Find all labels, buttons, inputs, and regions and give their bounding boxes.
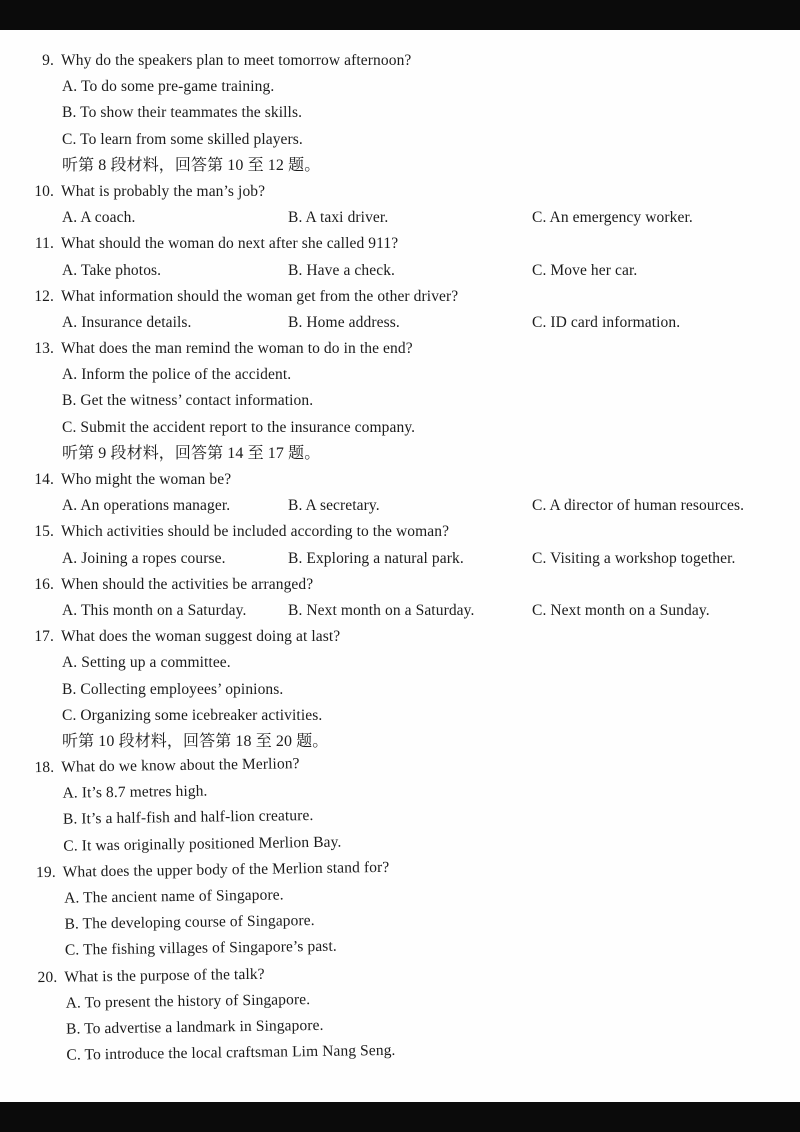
question-text: What does the man remind the woman to do in the end? xyxy=(61,340,413,358)
question-text: Why do the speakers plan to meet tomorrow afternoon? xyxy=(61,52,412,69)
option-line: A. To present the history of Singapore. xyxy=(65,990,311,1012)
question-number: 17. xyxy=(34,628,54,646)
options-row xyxy=(33,598,776,624)
question-line xyxy=(33,231,776,257)
exam-listening-questions xyxy=(0,30,800,1102)
option-line: C. It was originally positioned Merlion Bay. xyxy=(63,833,342,855)
option-line: A. The ancient name of Singapore. xyxy=(63,886,284,907)
question-number: 12. xyxy=(34,287,54,305)
option-cell: C. Visiting a workshop together. xyxy=(532,549,736,567)
question-text: What does the woman suggest doing at last? xyxy=(61,628,341,646)
option-cell: B. A secretary. xyxy=(288,497,380,515)
question-number: 15. xyxy=(34,523,54,541)
option-cell: A. An operations manager. xyxy=(62,497,231,515)
question-line xyxy=(33,284,776,310)
section-heading: 听第 9 段材料，回答第 14 至 17 题。 xyxy=(62,444,321,462)
option-cell: C. A director of human resources. xyxy=(532,497,745,515)
option-line: A. Setting up a committee. xyxy=(62,654,231,672)
option-line: C. Organizing some icebreaker activities. xyxy=(62,706,323,724)
question-line xyxy=(33,336,776,362)
section-heading: 听第 8 段材料，回答第 10 至 12 题。 xyxy=(62,156,321,174)
question-line xyxy=(33,572,776,598)
scan-border-bottom xyxy=(0,1102,800,1132)
questions-upper-section xyxy=(33,48,776,755)
options-row xyxy=(33,258,776,284)
question-number: 13. xyxy=(34,340,54,358)
question-number: 9. xyxy=(42,52,54,69)
option-cell: B. Next month on a Saturday. xyxy=(288,601,475,619)
question-text: What is the purpose of the talk? xyxy=(64,965,265,986)
question-text: What should the woman do next after she called 911? xyxy=(61,235,399,253)
question-text: Who might the woman be? xyxy=(61,471,232,488)
options-row xyxy=(33,310,776,336)
question-text: What do we know about the Merlion? xyxy=(61,755,300,776)
option-cell: B. A taxi driver. xyxy=(288,209,389,227)
question-line xyxy=(33,179,776,205)
option-cell: A. Insurance details. xyxy=(62,313,192,331)
question-text: When should the activities be arranged? xyxy=(61,575,314,593)
option-line: B. To show their teammates the skills. xyxy=(62,104,303,122)
option-cell: A. Joining a ropes course. xyxy=(62,549,226,567)
option-line: A. Inform the police of the accident. xyxy=(62,366,292,384)
question-number: 11. xyxy=(34,235,54,253)
questions-lower-section xyxy=(33,744,781,1069)
option-line: A. To do some pre-game training. xyxy=(62,78,275,96)
option-line: A. It’s 8.7 metres high. xyxy=(62,782,208,802)
question-number: 16. xyxy=(34,575,54,593)
question-line xyxy=(33,48,776,74)
option-cell: A. A coach. xyxy=(62,209,136,227)
option-line: C. The fishing villages of Singapore’s past. xyxy=(64,938,337,960)
option-line: C. Submit the accident report to the insurance company. xyxy=(62,418,416,436)
options-row xyxy=(33,493,776,519)
question-number: 19. xyxy=(35,863,56,881)
question-number: 14. xyxy=(34,471,54,488)
option-cell: C. An emergency worker. xyxy=(532,209,693,227)
options-row xyxy=(33,546,776,572)
question-number: 18. xyxy=(34,758,55,777)
question-number: 10. xyxy=(34,182,54,200)
options-row xyxy=(33,205,776,231)
option-cell: B. Home address. xyxy=(288,313,400,331)
option-line: B. Collecting employees’ opinions. xyxy=(62,680,284,698)
option-cell: C. Move her car. xyxy=(532,261,638,279)
question-line xyxy=(33,624,776,650)
scan-border-top xyxy=(0,0,800,30)
option-line: B. It’s a half-fish and half-lion creature. xyxy=(62,807,314,829)
question-text: What does the upper body of the Merlion stand for? xyxy=(62,858,390,881)
question-number: 20. xyxy=(37,968,58,986)
question-text: What is probably the man’s job? xyxy=(61,182,266,200)
option-cell: C. Next month on a Sunday. xyxy=(532,601,710,619)
question-line xyxy=(33,519,776,545)
option-cell: B. Exploring a natural park. xyxy=(288,549,464,567)
option-cell: C. ID card information. xyxy=(532,313,681,331)
option-line: B. Get the witness’ contact information. xyxy=(62,392,314,410)
option-cell: A. Take photos. xyxy=(62,261,162,279)
option-line: B. The developing course of Singapore. xyxy=(64,912,315,933)
option-line: C. To introduce the local craftsman Lim Nang Seng. xyxy=(66,1041,396,1064)
option-cell: B. Have a check. xyxy=(288,261,396,279)
question-text: Which activities should be included according to the woman? xyxy=(61,523,450,541)
question-line xyxy=(33,467,776,493)
option-cell: A. This month on a Saturday. xyxy=(62,601,247,619)
section-heading: 听第 10 段材料，回答第 18 至 20 题。 xyxy=(62,732,329,750)
option-line: B. To advertise a landmark in Singapore. xyxy=(65,1016,324,1038)
option-line: C. To learn from some skilled players. xyxy=(62,130,303,148)
question-text: What information should the woman get from the other driver? xyxy=(61,287,459,305)
